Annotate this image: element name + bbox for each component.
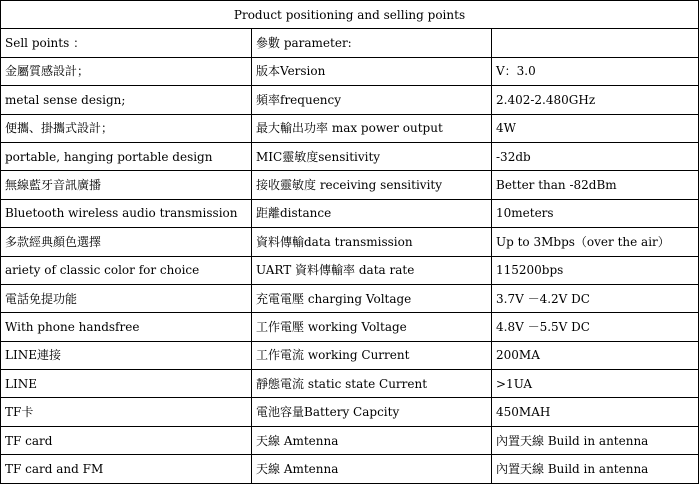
parameter-name-cell: 天線 Amtenna: [252, 455, 492, 483]
parameter-value-cell: [492, 29, 699, 57]
parameter-name-cell: UART 資料傳輸率 data rate: [252, 256, 492, 284]
table-row: [1, 341, 699, 369]
selling-point-cell: LINE連接: [1, 341, 252, 369]
table-row: [1, 57, 699, 85]
parameter-value-cell: >1UA: [492, 370, 699, 398]
parameter-name-cell: 靜態電流 static state Current: [252, 370, 492, 398]
selling-point-cell: metal sense design;: [1, 86, 252, 114]
selling-point-cell: 多款經典顏色選擇: [1, 228, 252, 256]
selling-point-cell: 電話免提功能: [1, 284, 252, 312]
selling-point-cell: 金屬質感設計；: [1, 57, 252, 85]
parameter-name-cell: 充電電壓 charging Voltage: [252, 284, 492, 312]
selling-point-cell: LINE: [1, 370, 252, 398]
parameter-value-cell: 2.402-2.480GHz: [492, 86, 699, 114]
table-row: [1, 29, 699, 57]
parameter-value-cell: 10meters: [492, 199, 699, 227]
parameter-value-cell: 內置天線 Build in antenna: [492, 455, 699, 483]
selling-point-cell: Sell points ：: [1, 29, 252, 57]
table-row: [1, 398, 699, 426]
parameter-name-cell: 頻率frequency: [252, 86, 492, 114]
parameter-value-cell: V：3.0: [492, 57, 699, 85]
selling-point-cell: 無線藍牙音訊廣播: [1, 171, 252, 199]
parameter-name-cell: 資料傳輸data transmission: [252, 228, 492, 256]
parameter-name-cell: 版本Version: [252, 57, 492, 85]
table-row: [1, 426, 699, 454]
parameter-name-cell: 距離distance: [252, 199, 492, 227]
table-row: [1, 142, 699, 170]
selling-point-cell: Bluetooth wireless audio transmission: [1, 199, 252, 227]
parameter-name-cell: 工作電流 working Current: [252, 341, 492, 369]
parameter-name-cell: MIC靈敏度sensitivity: [252, 142, 492, 170]
selling-point-cell: TF card and FM: [1, 455, 252, 483]
parameter-value-cell: 450MAH: [492, 398, 699, 426]
table-title: Product positioning and selling points: [1, 1, 699, 29]
parameter-name-cell: 最大輸出功率 max power output: [252, 114, 492, 142]
parameter-value-cell: 內置天線 Build in antenna: [492, 426, 699, 454]
table-row: [1, 171, 699, 199]
parameter-value-cell: 3.7V －4.2V DC: [492, 284, 699, 312]
selling-point-cell: TF卡: [1, 398, 252, 426]
table-row: [1, 199, 699, 227]
parameter-name-cell: 參數 parameter:: [252, 29, 492, 57]
parameter-value-cell: 200MA: [492, 341, 699, 369]
table-row: [1, 284, 699, 312]
table-row: [1, 370, 699, 398]
title-row: [1, 1, 699, 29]
parameter-value-cell: Up to 3Mbps（over the air）: [492, 228, 699, 256]
table-row: [1, 313, 699, 341]
table-row: [1, 228, 699, 256]
parameter-value-cell: 4W: [492, 114, 699, 142]
selling-point-cell: TF card: [1, 426, 252, 454]
parameter-name-cell: 接收靈敏度 receiving sensitivity: [252, 171, 492, 199]
table-row: [1, 256, 699, 284]
parameter-value-cell: 4.8V －5.5V DC: [492, 313, 699, 341]
parameter-name-cell: 工作電壓 working Voltage: [252, 313, 492, 341]
parameter-value-cell: Better than -82dBm: [492, 171, 699, 199]
parameter-name-cell: 天線 Amtenna: [252, 426, 492, 454]
table-row: [1, 114, 699, 142]
parameter-value-cell: -32db: [492, 142, 699, 170]
selling-point-cell: portable, hanging portable design: [1, 142, 252, 170]
table-row: [1, 86, 699, 114]
selling-point-cell: 便攜、掛攜式設計；: [1, 114, 252, 142]
selling-point-cell: ariety of classic color for choice: [1, 256, 252, 284]
parameter-name-cell: 電池容量Battery Capcity: [252, 398, 492, 426]
table-row: [1, 455, 699, 483]
parameter-value-cell: 115200bps: [492, 256, 699, 284]
selling-point-cell: With phone handsfree: [1, 313, 252, 341]
